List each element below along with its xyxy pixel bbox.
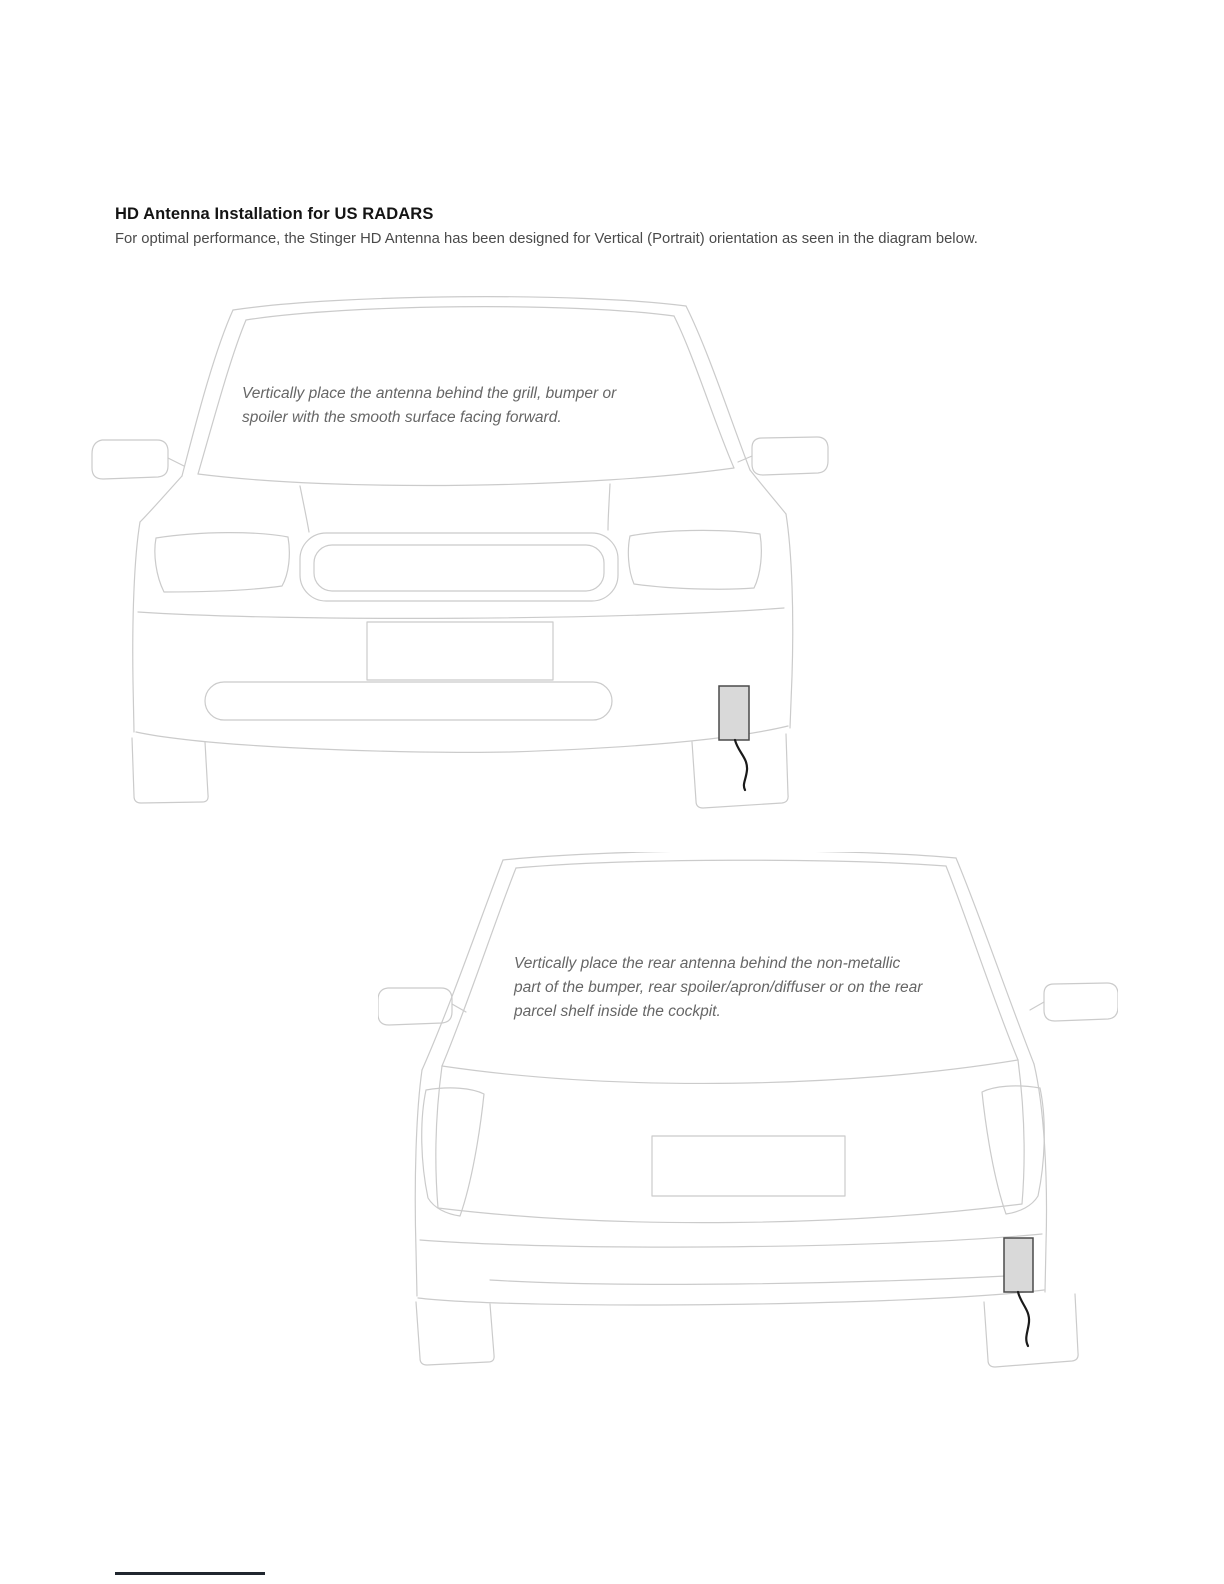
rear-mirror-right <box>1030 983 1118 1021</box>
front-grille <box>300 533 618 601</box>
footer-rule <box>115 1572 265 1575</box>
headlight-left <box>155 533 289 592</box>
front-bumper <box>136 608 788 752</box>
front-caption <box>242 382 616 430</box>
caption-line: spoiler with the smooth surface facing forward. <box>242 409 562 426</box>
side-mirror-left <box>92 440 184 479</box>
trunk-lid <box>420 1060 1042 1247</box>
rear-body-sides <box>415 1064 1046 1296</box>
rear-caption <box>514 952 922 1024</box>
rear-license-plate <box>652 1136 845 1196</box>
taillight-left <box>422 1088 484 1216</box>
caption-line: Vertically place the rear antenna behind the non-metallic <box>514 955 901 972</box>
rear-bumper <box>418 1276 1044 1305</box>
front-air-intake <box>205 682 612 720</box>
front-car-illustration <box>90 290 830 810</box>
taillight-right <box>982 1086 1044 1214</box>
rear-car-roof <box>503 852 956 868</box>
front-antenna <box>719 686 749 740</box>
front-antenna-cable <box>735 740 747 790</box>
caption-line: Vertically place the antenna behind the grill, bumper or <box>242 385 617 402</box>
headlight-right <box>628 530 761 589</box>
rear-antenna-unit <box>1004 1238 1033 1346</box>
front-mud-flaps <box>132 734 788 808</box>
front-license-plate <box>367 622 553 680</box>
caption-line: part of the bumper, rear spoiler/apron/diffuser or on the rear <box>514 979 923 996</box>
front-antenna-unit <box>719 686 749 790</box>
rear-antenna <box>1004 1238 1033 1292</box>
front-hood <box>140 470 786 532</box>
intro-text: For optimal performance, the Stinger HD Antenna has been designed for Vertical (Portrait) orientation as seen in the diagram below. <box>115 231 978 247</box>
rear-antenna-cable <box>1018 1292 1029 1346</box>
caption-line: parcel shelf inside the cockpit. <box>514 1003 721 1020</box>
page-title: HD Antenna Installation for US RADARS <box>115 205 434 223</box>
rear-car-illustration <box>378 852 1118 1372</box>
side-mirror-right <box>738 437 828 475</box>
front-body-sides <box>133 514 793 732</box>
rear-mud-flaps <box>416 1294 1078 1367</box>
front-car-roof <box>233 297 686 320</box>
